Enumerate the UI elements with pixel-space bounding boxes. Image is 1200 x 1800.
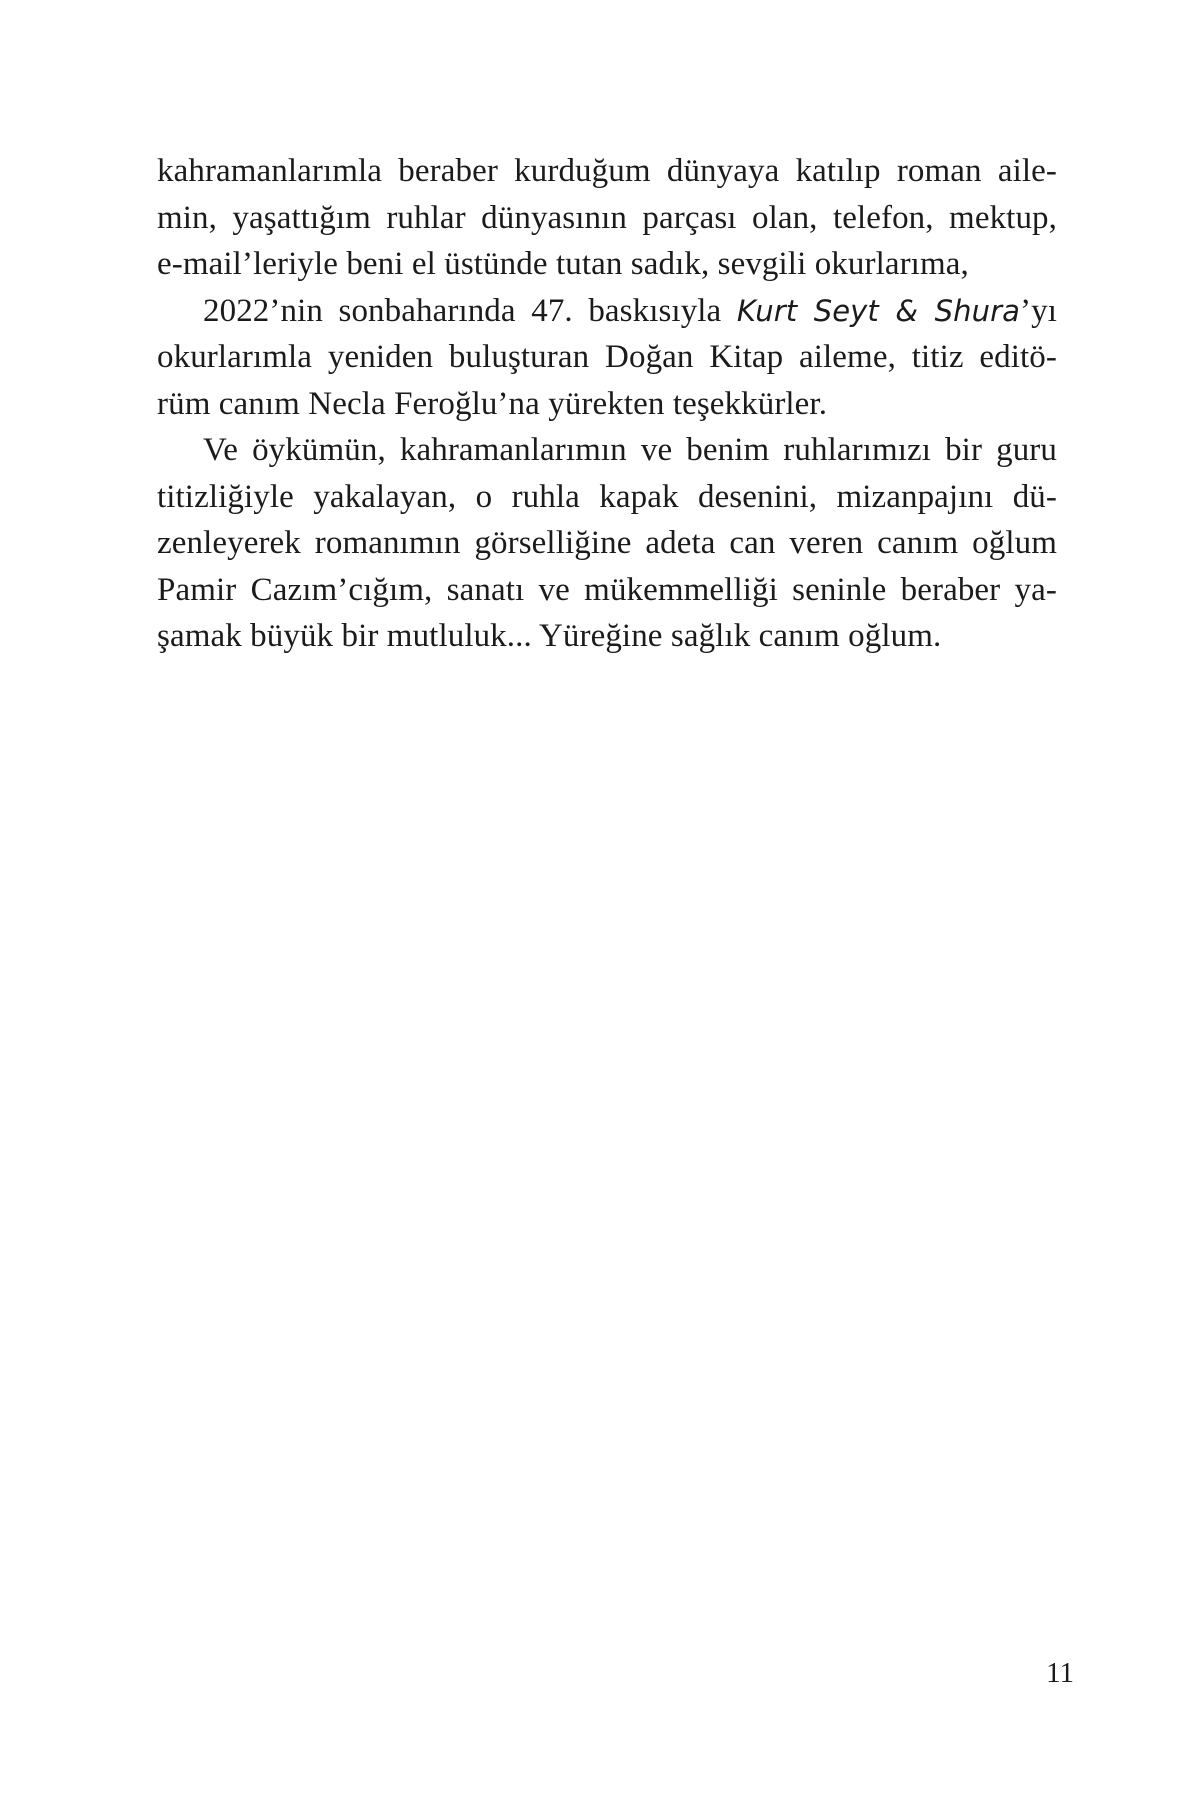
- paragraph-2-line-2: okurlarımla yeniden buluşturan Doğan Kitap aileme, titiz editö-: [157, 339, 1057, 375]
- paragraph-3-line-5: şamak büyük bir mutluluk... Yüreğine sağlık canım oğlum.: [157, 618, 942, 654]
- paragraph-2-line-3: rüm canım Necla Feroğlu’na yürekten teşekkürler.: [157, 385, 828, 422]
- paragraph-2-line-1: [157, 288, 1057, 335]
- paragraph-2-line-1-suffix: ’yı: [1020, 292, 1057, 329]
- paragraph-3-line-1: Ve öykümün, kahramanlarımın ve benim ruhlarımızı bir guru: [203, 432, 1057, 468]
- paragraph-3-line-3: zenleyerek romanımın görselliğine adeta can veren canım oğlum: [157, 525, 1057, 561]
- paragraph-2-line-1-text: 2022’nin sonbaharında 47. baskısıyla: [203, 292, 737, 329]
- paragraph-1-line-1: kahramanlarımla beraber kurduğum dünyaya katılıp roman aile-: [157, 153, 1057, 189]
- paragraph-3-line-4: Pamir Cazım’cığım, sanatı ve mükemmelliği seninle beraber ya-: [157, 571, 1057, 608]
- page-number: 11: [1046, 1657, 1074, 1689]
- paragraph-3-line-2: titizliğiyle yakalayan, o ruhla kapak desenini, mizanpajını dü-: [157, 478, 1057, 515]
- book-title-italic: Kurt Seyt & Shura: [736, 293, 1021, 328]
- paragraph-1-line-2: min, yaşattığım ruhlar dünyasının parçası olan, telefon, mektup,: [157, 199, 1057, 236]
- paragraph-1-line-3: e-mail’leriyle beni el üstünde tutan sadık, sevgili okurlarıma,: [157, 246, 969, 282]
- page-body-text: [157, 148, 1057, 660]
